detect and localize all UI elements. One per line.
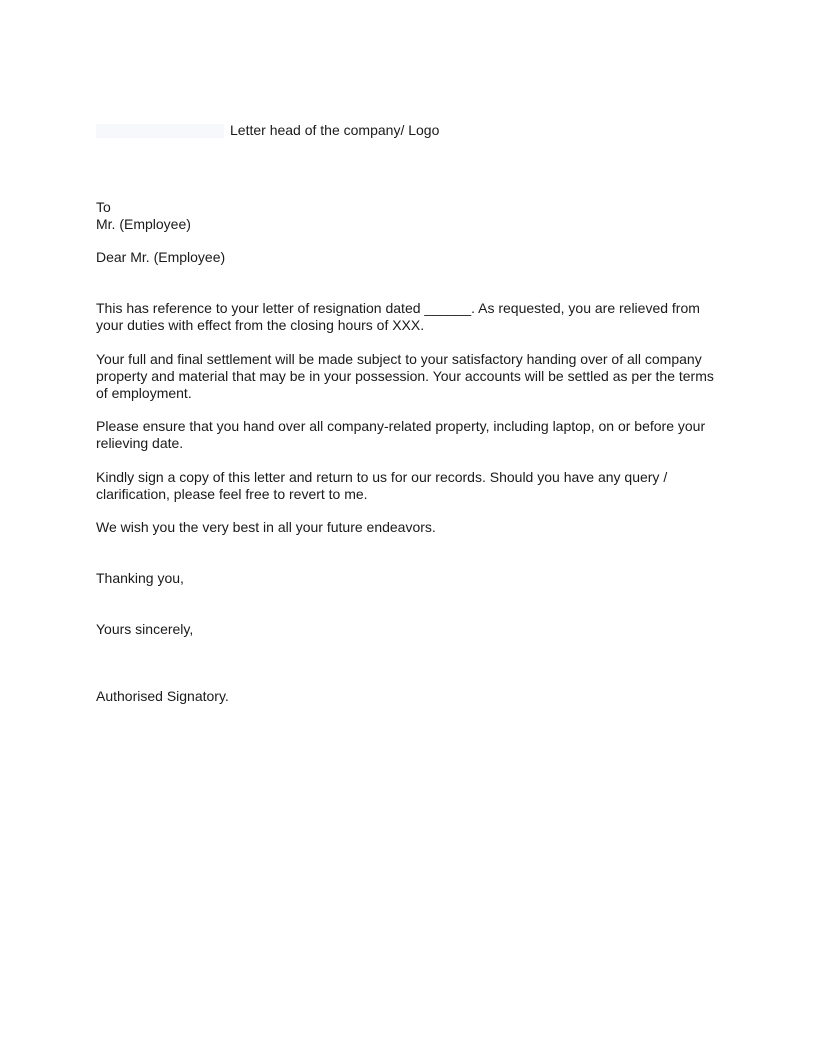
company-logo-placeholder — [96, 124, 224, 138]
paragraph-text: Your full and final settlement will be made subject to your satisfactory handing over of all company property and material that may be in your possession. Your accounts will be settled as per the terms of employment. — [96, 351, 714, 401]
paragraph-text: We wish you the very best in all your future endeavors. — [96, 519, 436, 535]
body-paragraph — [96, 418, 721, 452]
body-paragraph — [96, 519, 721, 536]
salutation: Dear Mr. (Employee) — [96, 249, 226, 265]
closing-valediction: Yours sincerely, — [96, 621, 194, 637]
closing-thanks: Thanking you, — [96, 570, 184, 586]
letterhead-label: Letter head of the company/ Logo — [230, 122, 440, 138]
body-paragraph — [96, 351, 721, 402]
authorised-signatory: Authorised Signatory. — [96, 688, 229, 704]
body-paragraph — [96, 300, 721, 334]
body-paragraph — [96, 469, 721, 503]
paragraph-text: This has reference to your letter of resignation dated ______. As requested, you are relieved from your duties with effect from the closing hours of XXX. — [96, 300, 700, 333]
recipient-name: Mr. (Employee) — [96, 216, 191, 232]
recipient-to-label: To — [96, 199, 111, 215]
paragraph-text: Kindly sign a copy of this letter and return to us for our records. Should you have any query / clarification, please feel free to revert to me. — [96, 469, 668, 502]
paragraph-text: Please ensure that you hand over all company-related property, including laptop, on or before your relieving date. — [96, 418, 706, 451]
